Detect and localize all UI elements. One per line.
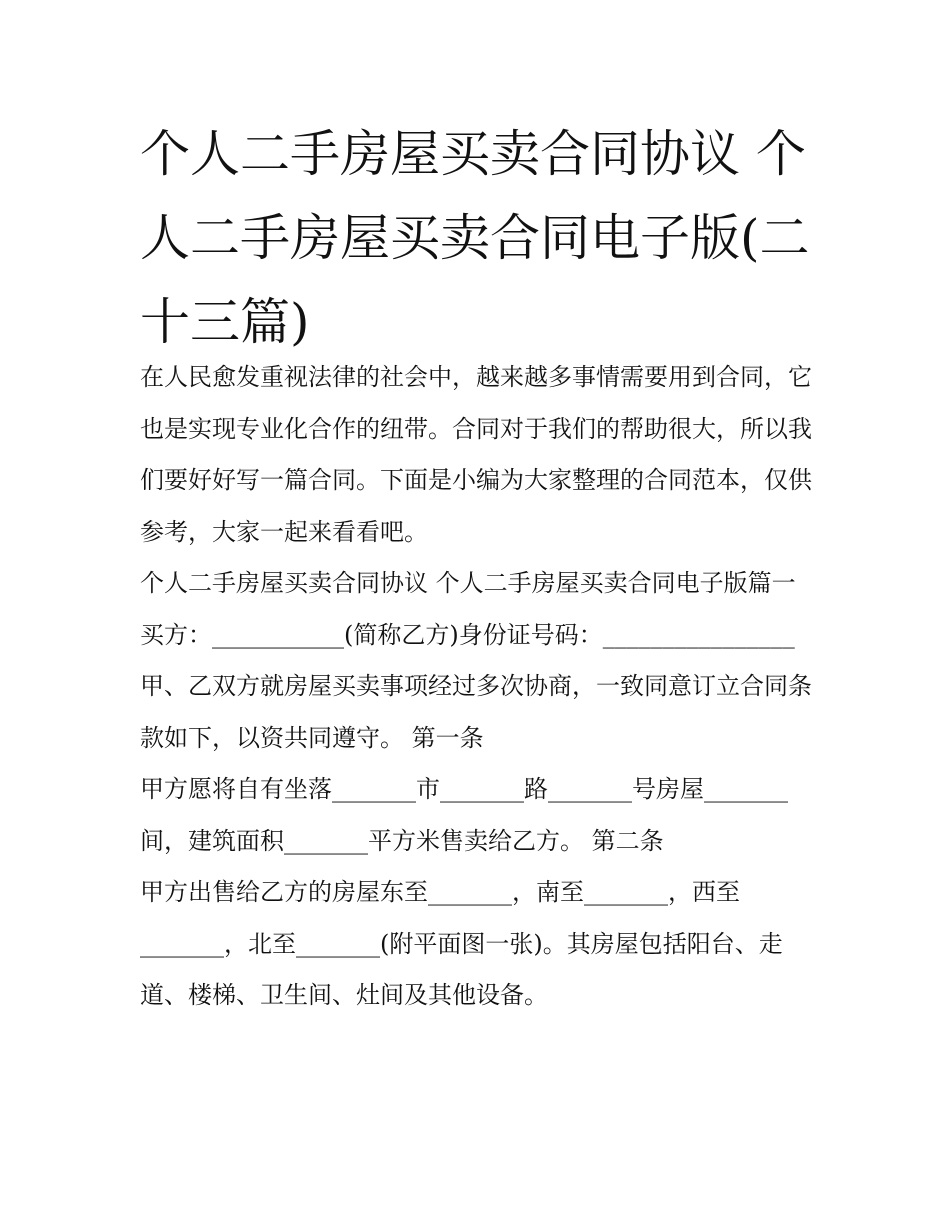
clause-one-paragraph: 甲方愿将自有坐落_______市_______路_______号房屋_______间，建筑面积_______平方米售卖给乙方。 第二条 — [140, 775, 788, 855]
agreement-paragraph: 甲、乙双方就房屋买卖事项经过多次协商，一致同意订立合同条款如下，以资共同遵守。 第一条 — [140, 672, 812, 752]
intro-paragraph: 在人民愈发重视法律的社会中，越来越多事情需要用到合同，它也是实现专业化合作的纽带。合同对于我们的帮助很大，所以我们要好好写一篇合同。下面是小编为大家整理的合同范本，仅供参考，大家一起来看看吧。 — [140, 363, 812, 546]
section-heading: 个人二手房屋买卖合同协议 个人二手房屋买卖合同电子版篇一 — [140, 569, 796, 597]
buyer-line: 买方：___________(简称乙方)身份证号码：________________ — [140, 620, 795, 649]
clause-two-paragraph: 甲方出售给乙方的房屋东至_______，南至_______，西至_______，北至_______(附平面图一张)。其房屋包括阳台、走道、楼梯、卫生间、灶间及其他设备。 — [140, 878, 783, 1009]
document-body — [140, 352, 820, 1022]
document-title: 个人二手房屋买卖合同协议 个人二手房屋买卖合同电子版(二十三篇) — [140, 125, 810, 351]
